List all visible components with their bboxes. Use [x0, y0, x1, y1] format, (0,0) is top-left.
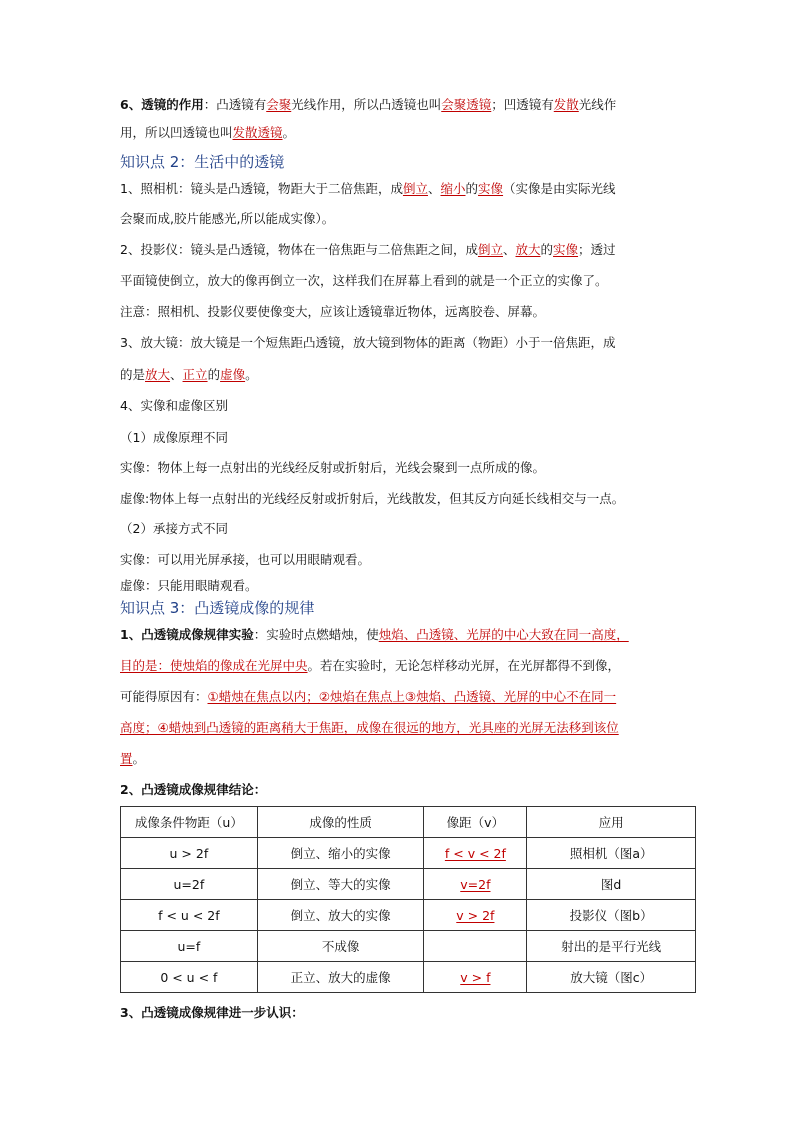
real-image-receiving: 实像：可以用光屏承接，也可以用眼睛观看。 [120, 552, 371, 567]
key-reasons-2: 高度；④蜡烛到凸透镜的距离稍大于焦距，成像在很远的地方，光具座的光屏无法移到该位 [120, 720, 619, 735]
header-image-nature: 成像的性质 [257, 807, 424, 838]
table-row [121, 900, 696, 931]
text: 光线作 [578, 97, 617, 112]
virtual-image-receiving: 虚像：只能用眼睛观看。 [120, 578, 258, 593]
cell-condition: u > 2f [121, 838, 258, 869]
text: 的 [207, 367, 221, 382]
key-inverted: 倒立 [477, 242, 503, 257]
image-distance-value: v > 2f [456, 907, 495, 923]
key-converge: 会聚 [266, 97, 292, 112]
key-virtual-image: 虚像 [220, 367, 246, 382]
imaging-rules-table [120, 806, 696, 993]
key-diverging-lens: 发散透镜 [232, 125, 283, 140]
cell-application: 照相机（图a） [527, 838, 696, 869]
knowledge-point-3-heading: 知识点 3：凸透镜成像的规律 [120, 599, 315, 617]
text: 1、照相机：镜头是凸透镜，物距大于二倍焦距，成 [120, 181, 403, 196]
key-diverge: 发散 [553, 97, 579, 112]
header-object-distance: 成像条件物距（u） [121, 807, 258, 838]
experiment-line-4 [120, 719, 619, 737]
key-reasons-1: ①蜡烛在焦点以内；②烛焰在焦点上③烛焰、凸透镜、光屏的中心不在同一 [207, 689, 617, 704]
text: 2、投影仪：镜头是凸透镜，物体在一倍焦距与二倍焦距之间，成 [120, 242, 478, 257]
key-enlarged: 放大 [145, 367, 171, 382]
text: 、 [427, 181, 441, 196]
text: ：实验时点燃蜡烛，使 [253, 627, 379, 642]
text: 的 [540, 242, 554, 257]
difference-subheading-2: （2）承接方式不同 [120, 521, 228, 536]
experiment-line-2 [120, 657, 620, 675]
cell-condition: f < u < 2f [121, 900, 258, 931]
experiment-line-1 [120, 626, 629, 644]
note-line: 注意：照相机、投影仪要使像变大，应该让透镜靠近物体，远离胶卷、屏幕。 [120, 304, 546, 319]
text: （实像是由实际光线 [503, 181, 616, 196]
real-image-principle: 实像：物体上每一点射出的光线经反射或折射后，光线会聚到一点所成的像。 [120, 460, 546, 475]
key-same-height: 烛焰、凸透镜、光屏的中心大致在同一高度， [378, 627, 629, 642]
cell-image-distance [424, 962, 527, 993]
text: 的是 [120, 367, 146, 382]
camera-line-1 [120, 180, 616, 198]
text: ：凸透镜有 [203, 97, 267, 112]
experiment-line-3 [120, 688, 616, 706]
text: 、 [170, 367, 183, 382]
table-header-row [121, 807, 696, 838]
key-purpose: 目的是：使烛焰的像成在光屏中央 [120, 658, 308, 673]
image-distance-value: f < v < 2f [444, 845, 506, 861]
cell-nature: 倒立、放大的实像 [257, 900, 424, 931]
text: 的 [465, 181, 479, 196]
text: 。 [282, 125, 296, 140]
text: 用，所以凹透镜也叫 [120, 125, 233, 140]
projector-line-2: 平面镜使倒立，放大的像再倒立一次，这样我们在屏幕上看到的就是一个正立的实像了。 [120, 273, 608, 288]
text: 、 [502, 242, 516, 257]
key-real-image: 实像 [478, 181, 504, 196]
item-6-heading: 6、透镜的作用 [120, 97, 204, 112]
difference-subheading-1: （1）成像原理不同 [120, 430, 228, 445]
cell-nature: 不成像 [257, 931, 424, 962]
cell-image-distance [424, 931, 527, 962]
experiment-line-5 [120, 750, 145, 768]
text: ；透过 [578, 242, 616, 257]
cell-nature: 倒立、缩小的实像 [257, 838, 424, 869]
cell-image-distance [424, 838, 527, 869]
text: 光线作用，所以凸透镜也叫 [291, 97, 442, 112]
key-reasons-3: 置 [120, 751, 133, 766]
header-image-distance: 像距（v） [424, 807, 527, 838]
table-row [121, 962, 696, 993]
text: 。 [245, 367, 258, 382]
lens-function-line-1 [120, 96, 616, 114]
knowledge-point-2-heading: 知识点 2：生活中的透镜 [120, 153, 285, 171]
cell-application: 射出的是平行光线 [527, 931, 696, 962]
cell-nature: 正立、放大的虚像 [257, 962, 424, 993]
cell-condition: u=f [121, 931, 258, 962]
key-inverted: 倒立 [402, 181, 428, 196]
text: 。若在实验时，无论怎样移动光屏，在光屏都得不到像， [307, 658, 621, 673]
cell-application: 投影仪（图b） [527, 900, 696, 931]
image-distance-value: v > f [460, 969, 491, 985]
key-enlarged: 放大 [515, 242, 541, 257]
cell-nature: 倒立、等大的实像 [257, 869, 424, 900]
key-upright: 正立 [182, 367, 208, 382]
cell-application: 图d [527, 869, 696, 900]
cell-condition: 0 < u < f [121, 962, 258, 993]
text: 可能得原因有： [120, 689, 208, 704]
text: 。 [132, 751, 146, 766]
key-reduced: 缩小 [440, 181, 466, 196]
cell-condition: u=2f [121, 869, 258, 900]
cell-application: 放大镜（图c） [527, 962, 696, 993]
projector-line-1 [120, 241, 616, 259]
table-row [121, 838, 696, 869]
lens-function-line-2 [120, 124, 295, 142]
experiment-heading: 1、凸透镜成像规律实验 [120, 627, 254, 642]
header-application: 应用 [527, 807, 696, 838]
camera-line-2: 会聚而成,胶片能感光,所以能成实像）。 [120, 211, 335, 226]
cell-image-distance [424, 900, 527, 931]
magnifier-line-2 [120, 366, 258, 384]
magnifier-line-1: 3、放大镜：放大镜是一个短焦距凸透镜，放大镜到物体的距离（物距）小于一倍焦距，成 [120, 335, 616, 350]
key-real-image: 实像 [553, 242, 579, 257]
virtual-image-principle: 虚像:物体上每一点射出的光线经反射或折射后，光线散发，但其反方向延长线相交与一点。 [120, 491, 625, 506]
table-row [121, 869, 696, 900]
further-understanding-heading: 3、凸透镜成像规律进一步认识： [120, 1005, 304, 1020]
image-distance-value: v=2f [460, 876, 491, 892]
table-row [121, 931, 696, 962]
cell-image-distance [424, 869, 527, 900]
key-converging-lens: 会聚透镜 [441, 97, 492, 112]
image-difference-heading: 4、实像和虚像区别 [120, 398, 228, 413]
conclusion-heading: 2、凸透镜成像规律结论： [120, 782, 267, 797]
text: ；凹透镜有 [491, 97, 554, 112]
